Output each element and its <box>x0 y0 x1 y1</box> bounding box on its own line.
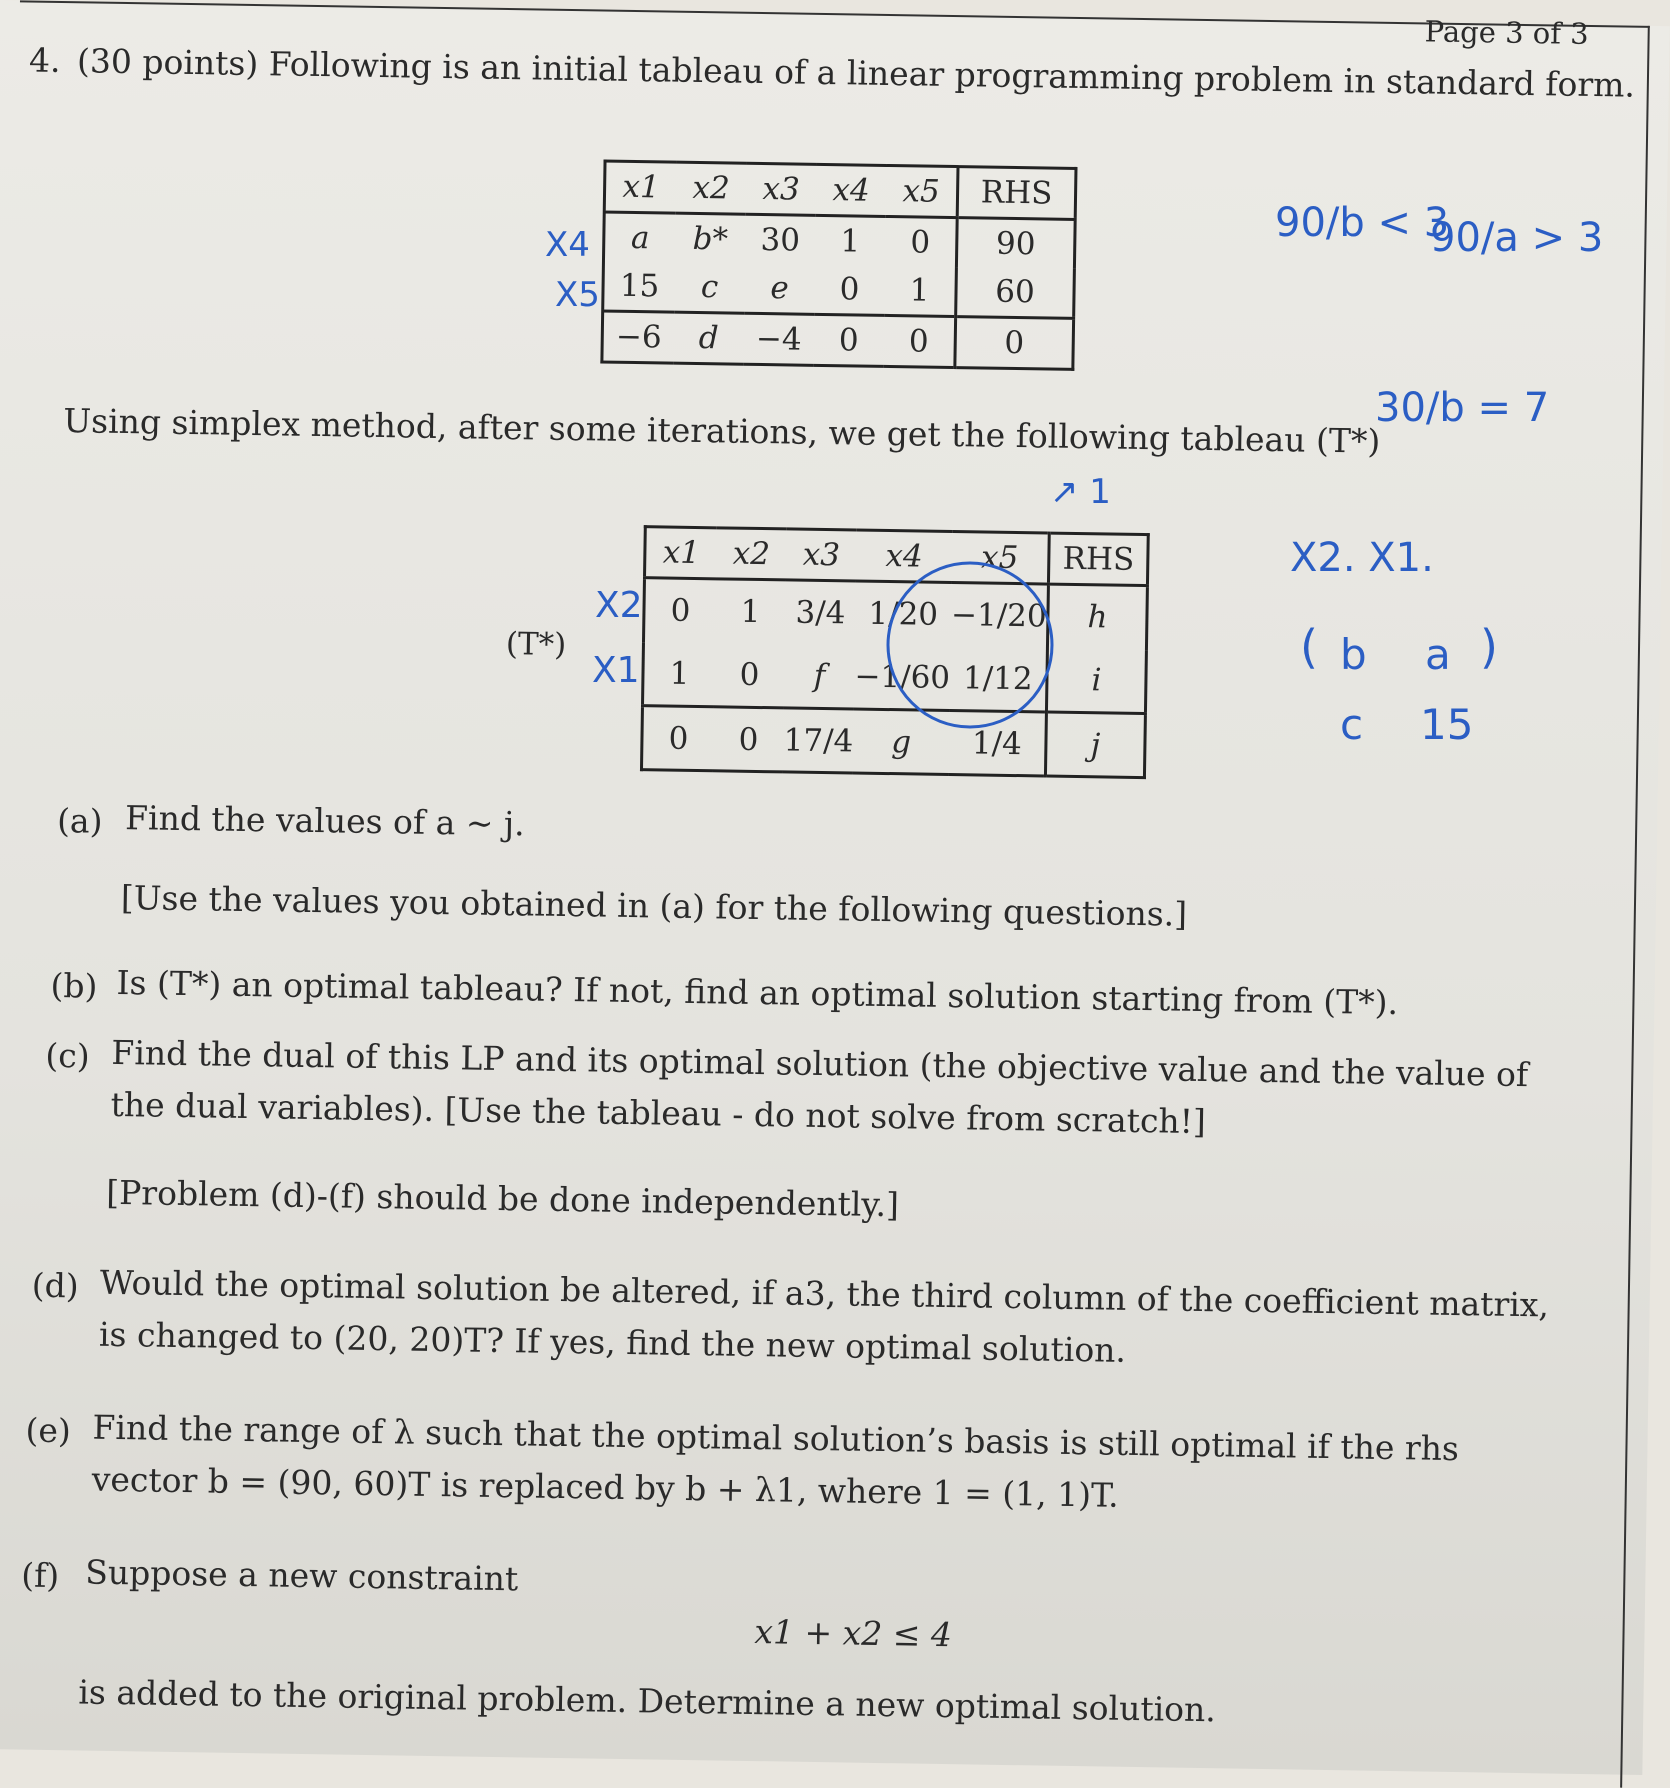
cell: 0 <box>739 656 760 693</box>
problem-intro: (30 points) Following is an initial tableau of a linear programming problem in standard form. <box>76 41 1636 105</box>
hdr-rhs: RHS <box>1049 533 1149 586</box>
cell: 0 <box>670 592 691 630</box>
part-a-label: (a) <box>56 801 103 841</box>
hdr-x4: x4 <box>856 530 952 582</box>
cell: 0 <box>641 706 713 771</box>
hand-note-3: 30/b = 7 <box>1375 385 1550 431</box>
new-constraint: x1 + x2 ≤ 4 <box>754 1612 953 1655</box>
cell: 0 <box>713 707 784 772</box>
cell: 0 <box>910 224 931 261</box>
cell: f <box>813 657 826 694</box>
hdr-x5: x5 <box>952 532 1050 585</box>
hand-note-4: X2. X1. <box>1290 535 1434 581</box>
part-c-label: (c) <box>45 1035 90 1076</box>
cell: 1 <box>840 223 861 260</box>
cell: −1/60 <box>854 658 951 696</box>
part-d-label: (d) <box>31 1265 79 1306</box>
cell: 90 <box>956 218 1075 269</box>
hand-matrix-a: a <box>1425 630 1451 679</box>
cell: −4 <box>743 313 814 365</box>
hand-basis-x1: X1 <box>592 650 640 691</box>
cell: 0 <box>813 314 884 366</box>
cell: c <box>700 269 719 306</box>
cell: i <box>1047 648 1147 714</box>
hand-circle <box>880 555 1060 735</box>
cell: d <box>673 312 744 364</box>
part-d-text: Would the optimal solution be altered, if a3, the third column of the coefficient matrix, is changed to (20, 20)T? If yes, find the new optimal solution. <box>98 1262 1550 1370</box>
hdr-x4: x4 <box>816 164 887 216</box>
cell: 60 <box>956 267 1075 318</box>
hand-basis-x5: X5 <box>555 275 600 315</box>
hdr-x1: x1 <box>645 527 717 579</box>
hdr-x5: x5 <box>886 165 958 217</box>
cell: −1/20 <box>950 597 1047 635</box>
cell: 0 <box>955 317 1074 370</box>
mid-text: Using simplex method, after some iterations, we get the following tableau (T*) <box>63 401 1381 461</box>
cell: h <box>1048 584 1148 650</box>
hdr-x3: x3 <box>786 529 857 581</box>
cell: 0 <box>883 315 955 367</box>
part-f-tail: is added to the original problem. Determine a new optimal solution. <box>78 1672 1217 1730</box>
hdr-x1: x1 <box>604 161 676 213</box>
cell: 1 <box>669 655 690 692</box>
part-a-text: Find the values of a ∼ j. <box>124 798 525 844</box>
cell: 15 <box>619 267 660 305</box>
part-f-label: (f) <box>20 1555 60 1596</box>
note-use-values: [Use the values you obtained in (a) for the following questions.] <box>120 878 1188 934</box>
problem-number: 4. <box>28 40 61 80</box>
tableau-label: (T*) <box>505 626 567 663</box>
hand-paren-right: ) <box>1480 620 1498 674</box>
hand-note-1: 90/b < 3 <box>1275 200 1450 246</box>
cell: b* <box>692 220 729 258</box>
part-f-text: Suppose a new constraint <box>85 1552 519 1599</box>
part-c-text: Find the dual of this LP and its optimal solution (the objective value and the value of the dual variables). [Use the tableau - do not solve from scratch!] <box>110 1032 1529 1142</box>
cell: −6 <box>602 311 674 363</box>
cell: e <box>770 270 790 307</box>
hand-note-2: 90/a > 3 <box>1430 215 1604 261</box>
hdr-x3: x3 <box>746 163 817 215</box>
hand-arrow: ↗ 1 <box>1050 472 1111 512</box>
cell: 3/4 <box>795 594 846 632</box>
part-b-text: Is (T*) an optimal tableau? If not, find an optimal solution starting from (T*). <box>116 962 1399 1023</box>
hand-basis-x2: X2 <box>595 585 643 626</box>
cell: 1 <box>740 593 761 631</box>
hand-matrix-c: c <box>1340 700 1364 749</box>
note-independent: [Problem (d)-(f) should be done independently.] <box>105 1172 900 1225</box>
hand-paren-left: ( <box>1300 620 1318 674</box>
hdr-rhs: RHS <box>957 167 1076 220</box>
cell: 1 <box>909 272 930 309</box>
hand-matrix-15: 15 <box>1420 700 1474 749</box>
page-number: Page 3 of 3 <box>1424 14 1589 51</box>
hdr-x2: x2 <box>716 528 787 580</box>
hdr-x2: x2 <box>676 162 747 214</box>
cell: g <box>853 709 950 774</box>
part-e-label: (e) <box>25 1410 72 1451</box>
cell: 1/4 <box>949 711 1047 777</box>
cell: j <box>1046 712 1146 778</box>
initial-tableau <box>600 160 1077 371</box>
cell: 1/12 <box>962 659 1033 698</box>
hand-basis-x4: X4 <box>545 225 590 265</box>
cell: 17/4 <box>783 708 854 773</box>
part-b-label: (b) <box>50 965 98 1006</box>
cell: a <box>630 219 650 257</box>
cell: 1/20 <box>868 595 939 634</box>
cell: 0 <box>839 271 860 308</box>
cell: 30 <box>760 221 801 259</box>
hand-matrix-b: b <box>1340 630 1367 679</box>
part-e-text: Find the range of λ such that the optimal solution’s basis is still optimal if the rhs vector b = (90, 60)T is replaced by b + λ1, where 1 = (1, 1)T. <box>91 1407 1460 1515</box>
